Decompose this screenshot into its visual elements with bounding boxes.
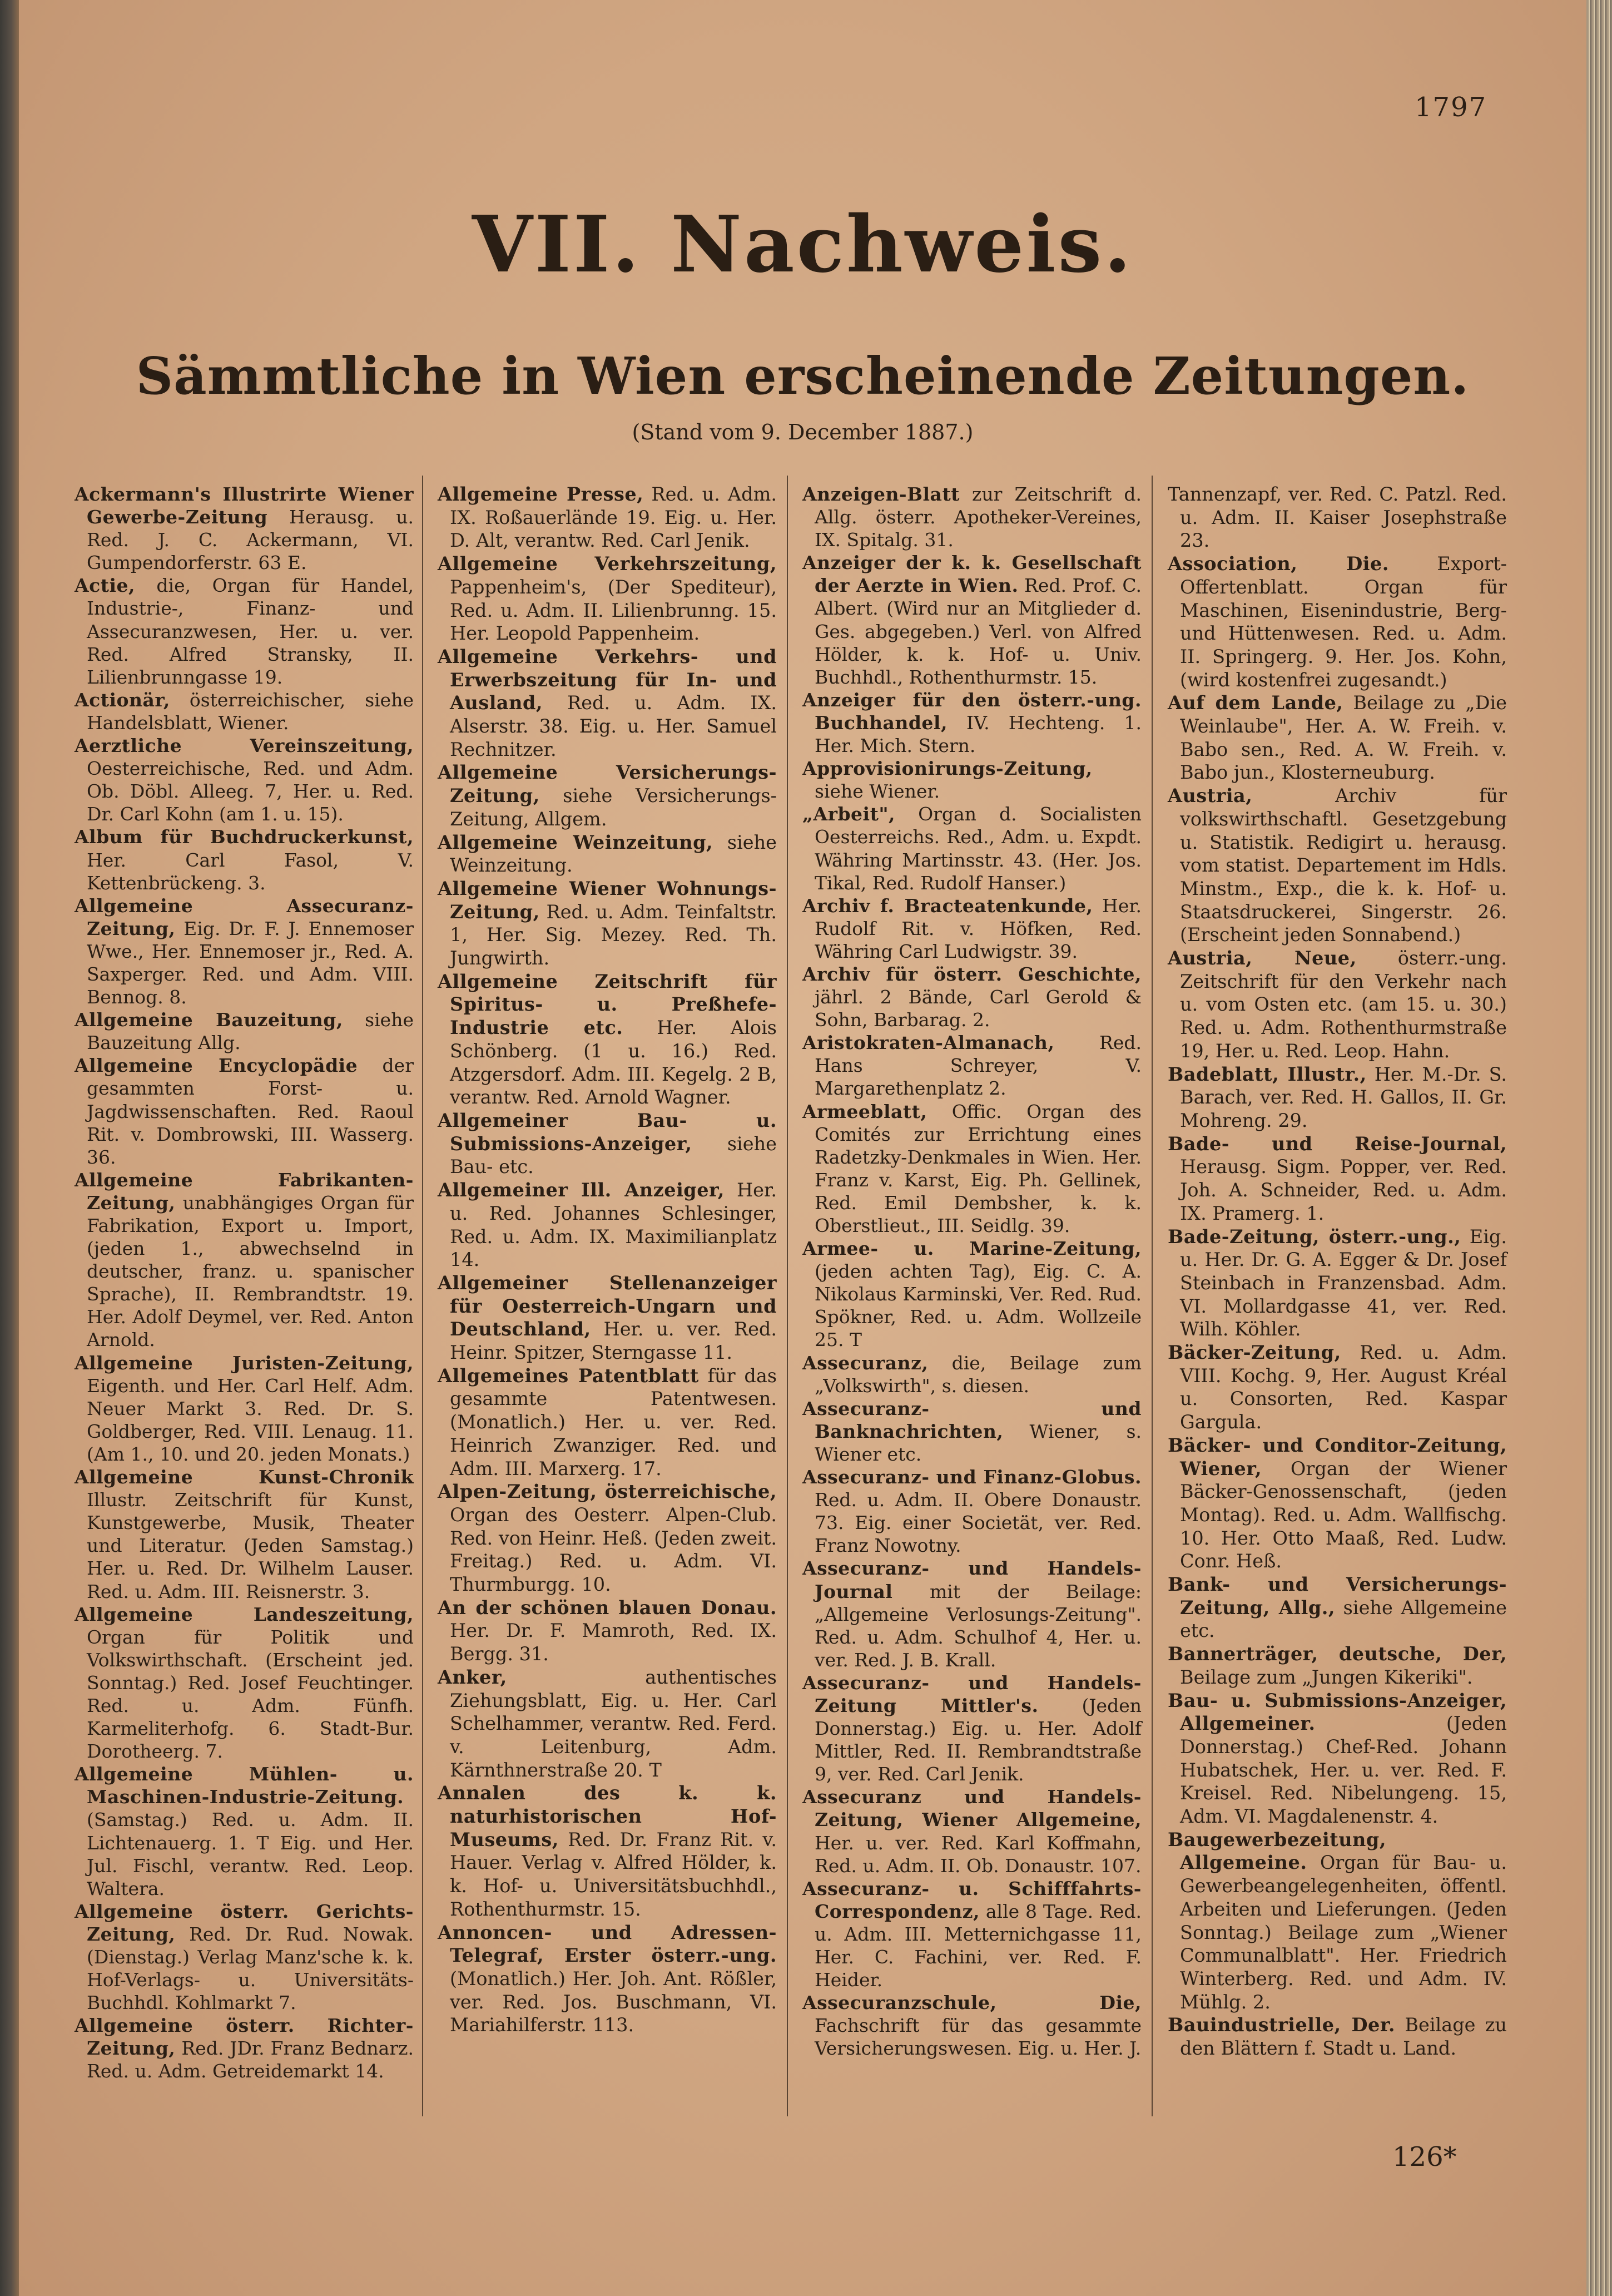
entry-details: Her. u. ver. Red. Karl Koffmahn, Red. u. Adm. II. Ob. Donaustr. 107. xyxy=(815,1832,1142,1877)
directory-entry xyxy=(75,483,414,574)
entry-details: Fachschrift für das gesammte Versicherungswesen. Eig. u. Her. J. xyxy=(815,2015,1142,2060)
entry-details: Wiener, s. Wiener etc. xyxy=(815,1420,1142,1465)
entry-details: Her. u. Red. Johannes Schlesinger, Red. u. Adm. IX. Maximilianplatz 14. xyxy=(450,1179,777,1271)
entry-title: Allgemeine Juristen-Zeitung, xyxy=(75,1352,414,1374)
entry-title: Anzeiger für den österr.-ung. Buchhandel, xyxy=(802,689,1142,734)
entry-title: Anzeiger der k. k. Gesellschaft der Aerzte in Wien. xyxy=(802,552,1142,597)
directory-entry xyxy=(802,483,1142,551)
entry-details: Red. u. Adm. Teinfaltstr. 1, Her. Sig. Mezey. Red. Th. Jungwirth. xyxy=(450,900,777,969)
entry-details: Red. u. Adm. VIII. Kochg. 9, Her. August Kréal u. Consorten, Red. Kaspar Gargula. xyxy=(1180,1342,1507,1433)
page xyxy=(19,0,1586,2296)
entry-details: mit der Beilage: „Allgemeine Verlosungs-Zeitung". Red. u. Adm. Schulhof 4, Her. u. ver. Red. J. B. Krall. xyxy=(815,1580,1142,1671)
directory-entry xyxy=(1168,1642,1507,1689)
directory-entry xyxy=(1168,947,1507,1063)
directory-entry xyxy=(1168,1132,1507,1225)
directory-entry xyxy=(1168,1828,1507,2014)
entry-details: siehe Bauzeitung Allg. xyxy=(87,1009,414,1054)
directory-entry xyxy=(75,1603,414,1763)
entry-details: Eig. u. Her. Dr. G. A. Egger & Dr. Josef Steinbach in Franzensbad. Adm. VI. Mollardgasse 41, ver. Red. Wilh. Köhler. xyxy=(1180,1225,1507,1340)
entry-details: alle 8 Tage. Red. u. Adm. III. Metternichgasse 11, Her. C. Fachini, ver. Red. F. Heider. xyxy=(815,1900,1142,1991)
entry-details: Red. Dr. Rud. Nowak. (Dienstag.) Verlag Manz'sche k. k. Hof-Verlags- u. Universitäts-Buchhdl. Kohlmarkt 7. xyxy=(87,1923,414,2014)
directory-entry xyxy=(438,552,777,645)
entry-title: Allgemeine Kunst-Chronik xyxy=(75,1466,414,1488)
entry-title: Allgemeine österr. Richter-Zeitung, xyxy=(75,2015,414,2060)
entry-details: Oesterreichische, Red. und Adm. Ob. Döbl. Alleeg. 7, Her. u. Red. Dr. Carl Kohn (am 1. u. 15). xyxy=(87,758,414,825)
directory-entry xyxy=(75,1763,414,1900)
entry-title: Bannerträger, deutsche, Der, xyxy=(1168,1643,1507,1665)
entry-details: Her. u. ver. Red. Heinr. Spitzer, Sterngasse 11. xyxy=(450,1318,777,1364)
entry-details: siehe Wiener. xyxy=(815,780,940,803)
entry-title: Allgemeine Verkehrs- und Erwerbszeitung für In- und Ausland, xyxy=(438,645,777,714)
entry-title: Archiv für österr. Geschichte, xyxy=(802,963,1142,985)
entry-title: Assecuranz- und Handels-Journal xyxy=(802,1557,1142,1602)
entry-details: die, Beilage zum „Volkswirth", s. diesen. xyxy=(815,1352,1142,1397)
entry-details: (Jeden Donnerstag.) Eig. u. Her. Adolf Mittler, Red. II. Rembrandtstraße 9, ver. Red. Carl Jenik. xyxy=(815,1694,1142,1785)
column-rule xyxy=(787,476,788,2116)
entry-title: Allgemeiner Bau- u. Submissions-Anzeiger, xyxy=(438,1109,777,1155)
entry-details: Pappenheim's, (Der Spediteur), Red. u. Adm. II. Lilienbrunng. 15. Her. Leopold Pappenheim. xyxy=(450,576,777,645)
directory-entry xyxy=(1168,1063,1507,1132)
directory-entry xyxy=(438,1782,777,1921)
entry-title: Allgemeine Weinzeitung, xyxy=(438,831,713,853)
entry-title: Bade- und Reise-Journal, xyxy=(1168,1132,1507,1155)
entry-details: für das gesammte Patentwesen. (Monatlich.) Her. u. ver. Red. Heinrich Zwanziger. Red. und Adm. III. Marxerg. 17. xyxy=(450,1364,777,1479)
directory-entry xyxy=(1168,1341,1507,1434)
directory-entry xyxy=(75,1054,414,1168)
directory-entry xyxy=(1168,552,1507,691)
entry-title: Assecuranz- und Handels-Zeitung Mittler's. xyxy=(802,1671,1142,1716)
entry-details: österreichischer, siehe Handelsblatt, Wiener. xyxy=(87,689,414,734)
directory-entry xyxy=(1168,784,1507,947)
column-4 xyxy=(1168,483,1507,2060)
directory-entry xyxy=(75,574,414,688)
entry-details: Offic. Organ des Comités zur Errichtung eines Radetzky-Denkmales in Wien. Her. Franz v. Karst, Eig. Ph. Gellinek, Red. Emil Dembsher, k. k. Oberstlieut., III. Seidlg. 39. xyxy=(815,1100,1142,1236)
entry-title: Assecuranz, xyxy=(802,1352,929,1374)
entry-details: österr.-ung. Zeitschrift für den Verkehr nach u. vom Osten etc. (am 15. u. 30.) Red. u. Adm. Rothenthurmstraße 19, Her. u. Red. Leop. Hahn. xyxy=(1180,947,1507,1062)
directory-entry xyxy=(802,1877,1142,1991)
directory-entry xyxy=(802,1397,1142,1466)
entry-title: Allgemeiner Stellenanzeiger für Oesterreich-Ungarn und Deutschland, xyxy=(438,1271,777,1340)
entry-details: Eig. Dr. F. J. Ennemoser Wwe., Her. Ennemoser jr., Red. A. Saxperger. Red. und Adm. VIII. Bennog. 8. xyxy=(87,917,414,1008)
page-number: 1797 xyxy=(1415,92,1487,123)
directory-entry xyxy=(1168,691,1507,784)
entry-details: Red. u. Adm. IX. Roßauerlände 19. Eig. u. Her. D. Alt, verantw. Red. Carl Jenik. xyxy=(450,483,777,552)
entry-title: Annoncen- und Adressen-Telegraf, Erster österr.-ung. xyxy=(438,1921,777,1967)
entry-details: (Samstag.) Red. u. Adm. II. Lichtenauerg. 1. T Eig. und Her. Jul. Fischl, verantw. Red. Leop. Waltera. xyxy=(87,1809,414,1899)
entry-details: Tannenzapf, ver. Red. C. Patzl. Red. u. Adm. II. Kaiser Josephstraße 23. xyxy=(1168,483,1507,552)
signature-mark: 126* xyxy=(1392,2141,1457,2173)
directory-entry xyxy=(802,1100,1142,1238)
entry-details: Organ für Bau- u. Gewerbeangelegenheiten, öffentl. Arbeiten und Lieferungen. (Jeden Sonntag.) Beilage zum „Wiener Communalblatt". Her. Friedrich Winterberg. Red. und Adm. IV. Mühlg. 2. xyxy=(1180,1852,1507,2013)
directory-entry xyxy=(438,1271,777,1364)
directory-entry xyxy=(802,1237,1142,1351)
entry-details: siehe Bau- etc. xyxy=(450,1132,777,1178)
directory-entry xyxy=(438,970,777,1109)
entry-details: (Monatlich.) Her. Joh. Ant. Rößler, ver. Red. Jos. Buschmann, VI. Mariahilferstr. 113. xyxy=(450,1968,777,2036)
entry-details: Beilage zu „Die Weinlaube", Her. A. W. Freih. v. Babo sen., Red. A. W. Freih. v. Babo jun., Klosterneuburg. xyxy=(1180,692,1507,784)
entry-title: Austria, xyxy=(1168,785,1253,807)
entry-details: jährl. 2 Bände, Carl Gerold & Sohn, Barbarag. 2. xyxy=(815,986,1142,1031)
entry-details: Organ der Wiener Bäcker-Genossenschaft, (jeden Montag). Red. u. Adm. Wallfischg. 10. Her. Otto Maaß, Red. Ludw. Conr. Heß. xyxy=(1180,1457,1507,1572)
entry-title: Badeblatt, Illustr., xyxy=(1168,1063,1367,1085)
entry-details: Archiv für volkswirthschaftl. Gesetzgebung u. Statistik. Redigirt u. herausg. vom statist. Departement im Hdls. Minstm., Exp., die k. k. Hof- u. Staatsdruckerei, Singerstr. 26. (Erscheint jeden Sonnabend.) xyxy=(1180,785,1507,946)
entry-details: Her. Dr. F. Mamroth, Red. IX. Bergg. 31. xyxy=(450,1620,777,1665)
directory-entry xyxy=(802,1671,1142,1785)
entry-title: „Arbeit", xyxy=(802,803,896,825)
entry-details: siehe Allgemeine etc. xyxy=(1180,1596,1507,1642)
entry-details: Red. Dr. Franz Rit. v. Hauer. Verlag v. Alfred Hölder, k. k. Hof- u. Universitätsbuchhdl., Rothenthurmstr. 15. xyxy=(450,1828,777,1920)
entry-title: Alpen-Zeitung, österreichische, xyxy=(438,1481,777,1503)
directory-entry xyxy=(802,1031,1142,1100)
date-note: (Stand vom 9. December 1887.) xyxy=(632,420,974,444)
directory-entry xyxy=(802,757,1142,803)
entry-title: Assecuranz- und Finanz-Globus. xyxy=(802,1466,1142,1488)
entry-title: Ackermann's Illustrirte Wiener Gewerbe-Zeitung xyxy=(75,483,414,528)
entry-title: Allgemeine Wiener Wohnungs-Zeitung, xyxy=(438,877,777,923)
directory-entry xyxy=(1168,1689,1507,1828)
entry-details: Her. Alois Schönberg. (1 u. 16.) Red. Atzgersdorf. Adm. III. Kegelg. 2 B, verantw. Red. Arnold Wagner. xyxy=(450,1017,777,1109)
directory-entry xyxy=(75,734,414,825)
entry-title: Bade-Zeitung, österr.-ung., xyxy=(1168,1225,1461,1248)
directory-entry xyxy=(75,1169,414,1352)
directory-entry xyxy=(75,1900,414,2014)
directory-entry xyxy=(438,1921,777,2037)
entry-title: Allgemeine Verkehrszeitung, xyxy=(438,553,777,575)
entry-details: Her. Rudolf Rit. v. Höfken, Red. Währing Carl Ludwigstr. 39. xyxy=(815,894,1142,962)
entry-title: An der schönen blauen Donau. xyxy=(438,1596,777,1619)
entry-title: Annalen des k. k. naturhistorischen Hof-Museums, xyxy=(438,1782,777,1850)
entry-details: zur Zeitschrift d. Allg. österr. Apotheker-Vereines, IX. Spitalg. 31. xyxy=(815,483,1142,551)
column-rule xyxy=(422,476,423,2116)
directory-entry xyxy=(802,803,1142,894)
entry-title: Bäcker-Zeitung, xyxy=(1168,1342,1341,1364)
entry-title: Allgemeine österr. Gerichts-Zeitung, xyxy=(75,1900,414,1945)
entry-title: Assecuranz- u. Schifffahrts-Correspondenz, xyxy=(802,1877,1142,1922)
page-title: VII. Nachweis. xyxy=(472,199,1134,290)
entry-title: Allgemeine Assecuranz-Zeitung, xyxy=(75,894,414,939)
entry-details: Red. u. Adm. II. Obere Donaustr. 73. Eig. einer Societät, ver. Red. Franz Nowotny. xyxy=(815,1489,1142,1557)
directory-entry xyxy=(75,1352,414,1466)
column-2 xyxy=(438,483,777,2037)
entry-title: Assecuranz- und Banknachrichten, xyxy=(802,1397,1142,1442)
entry-details: Organ d. Socialisten Oesterreichs. Red., Adm. u. Expdt. Währing Martinsstr. 43. (Her. Jos. Tikal, Red. Rudolf Hanser.) xyxy=(815,803,1142,894)
entry-title: Allgemeine Landeszeitung, xyxy=(75,1603,414,1625)
entry-title: Anker, xyxy=(438,1666,507,1688)
entry-details: IV. Hechteng. 1. Her. Mich. Stern. xyxy=(815,711,1142,757)
entry-details: Her. M.-Dr. S. Barach, ver. Red. H. Gallos, II. Gr. Mohreng. 29. xyxy=(1180,1063,1507,1131)
entry-title: Approvisionirungs-Zeitung, xyxy=(802,758,1093,780)
entry-details: die, Organ für Handel, Industrie-, Finanz- und Assecuranzwesen, Her. u. ver. Red. Alfred Stransky, II. Lilienbrunngasse 19. xyxy=(87,575,414,688)
directory-entry xyxy=(802,551,1142,689)
directory-entry xyxy=(75,2014,414,2082)
entry-title: Actionär, xyxy=(75,689,170,711)
entry-title: Allgemeine Bauzeitung, xyxy=(75,1009,343,1031)
directory-entry xyxy=(438,1179,777,1271)
entry-details: siehe Weinzeitung. xyxy=(450,831,777,877)
directory-entry xyxy=(75,1008,414,1054)
directory-entry xyxy=(75,1466,414,1603)
entry-details: Herausg. Sigm. Popper, ver. Red. Joh. A. Schneider, Red. u. Adm. IX. Pramerg. 1. xyxy=(1180,1156,1507,1224)
entry-title: Armee- u. Marine-Zeitung, xyxy=(802,1238,1142,1260)
directory-entry xyxy=(438,1480,777,1596)
entry-details: Organ für Politik und Volkswirthschaft. (Erscheint jed. Sonntag.) Red. Josef Feuchtinger. Red. u. Adm. Fünfh. Karmeliterhofg. 6. Stadt-Bur. Dorotheerg. 7. xyxy=(87,1626,414,1763)
directory-entry xyxy=(438,1666,777,1782)
entry-details: Red. Prof. C. Albert. (Wird nur an Mitglieder d. Ges. abgegeben.) Verl. von Alfred Hölder, k. k. Hof- u. Univ. Buchhdl., Rothenthurmstr. 15. xyxy=(815,575,1142,688)
entry-title: Baugewerbezeitung, Allgemeine. xyxy=(1168,1828,1386,1874)
entry-details: (jeden achten Tag), Eig. C. A. Nikolaus Karminski, Ver. Red. Rud. Spökner, Red. u. Adm. Wollzeile 25. T xyxy=(815,1260,1142,1351)
entry-title: Auf dem Lande, xyxy=(1168,692,1343,714)
entry-title: Album für Buchdruckerkunst, xyxy=(75,826,414,848)
page-subtitle: Sämmtliche in Wien erscheinende Zeitungen. xyxy=(136,346,1470,406)
entry-details: Beilage zum „Jungen Kikeriki". xyxy=(1180,1666,1473,1688)
entry-title: Archiv f. Bracteatenkunde, xyxy=(802,894,1093,917)
entry-details: Beilage zu den Blättern f. Stadt u. Land. xyxy=(1180,2014,1507,2060)
directory-entry xyxy=(438,1596,777,1666)
entry-details: Red. u. Adm. IX. Alserstr. 38. Eig. u. Her. Samuel Rechnitzer. xyxy=(450,692,777,760)
entry-details: unabhängiges Organ für Fabrikation, Export u. Import, (jeden 1., abwechselnd in deutscher, franz. u. spanischer Sprache), II. Rembrandtstr. 19. Her. Adolf Deymel, ver. Red. Anton Arnold. xyxy=(87,1191,414,1351)
directory-entry xyxy=(438,483,777,552)
entry-title: Allgemeine Zeitschrift für Spiritus- u. Preßhefe-Industrie etc. xyxy=(438,970,777,1039)
entry-title: Allgemeine Fabrikanten-Zeitung, xyxy=(75,1169,414,1214)
entry-title: Assecuranz und Handels-Zeitung, Wiener Allgemeine, xyxy=(802,1786,1142,1831)
entry-title: Allgemeine Encyclopädie xyxy=(75,1055,358,1077)
entry-details: Herausg. u. Red. J. C. Ackermann, VI. Gumpendorferstr. 63 E. xyxy=(87,506,414,574)
entry-details: Eigenth. und Her. Carl Helf. Adm. Neuer Markt 3. Red. Dr. S. Goldberger, Red. VIII. Lenaug. 11. (Am 1., 10. und 20. jeden Monats.) xyxy=(87,1374,414,1465)
entry-title: Bauindustrielle, Der. xyxy=(1168,2014,1396,2036)
column-1 xyxy=(75,483,414,2083)
entry-title: Actie, xyxy=(75,575,135,597)
directory-entry xyxy=(802,1557,1142,1671)
directory-entry xyxy=(75,689,414,734)
entry-details: Export-Offertenblatt. Organ für Maschinen, Eisenindustrie, Berg- und Hüttenwesen. Red. u. Adm. II. Springerg. 9. Her. Jos. Kohn, (wird kostenfrei zugesandt.) xyxy=(1180,553,1507,691)
entry-details: der gesammten Forst- u. Jagdwissenschaften. Red. Raoul Rit. v. Dombrowski, III. Wasserg. 36. xyxy=(87,1055,414,1168)
directory-entry xyxy=(802,1352,1142,1397)
entry-title: Armeeblatt, xyxy=(802,1100,927,1122)
entry-details: Her. Carl Fasol, V. Kettenbrückeng. 3. xyxy=(87,849,414,894)
directory-entry xyxy=(1168,483,1507,552)
entry-title: Allgemeine Mühlen- u. Maschinen-Industrie-Zeitung. xyxy=(75,1763,414,1808)
page-edges xyxy=(1586,0,1612,2296)
directory-entry xyxy=(438,1364,777,1481)
entry-details: (Jeden Donnerstag.) Chef-Red. Johann Hubatschek, Her. u. ver. Red. F. Kreisel. Red. Nibelungeng. 15, Adm. VI. Magdalenenstr. 4. xyxy=(1180,1713,1507,1828)
entry-title: Bäcker- und Conditor-Zeitung, Wiener, xyxy=(1168,1434,1507,1479)
entry-details: Organ des Oesterr. Alpen-Club. Red. von Heinr. Heß. (Jeden zweit. Freitag.) Red. u. Adm. VI. Thurmburgg. 10. xyxy=(450,1503,777,1596)
entry-title: Aristokraten-Almanach, xyxy=(802,1032,1055,1054)
entry-details: authentisches Ziehungsblatt, Eig. u. Her. Carl Schelhammer, verantw. Red. Ferd. v. Leitenburg, Adm. Kärnthnerstraße 20. T xyxy=(450,1666,777,1781)
directory-entry xyxy=(802,1466,1142,1557)
directory-entry xyxy=(802,1785,1142,1877)
directory-entry xyxy=(438,1109,777,1179)
entry-title: Bank- und Versicherungs-Zeitung, Allg., xyxy=(1168,1573,1507,1619)
directory-entry xyxy=(802,963,1142,1031)
entry-details: siehe Versicherungs-Zeitung, Allgem. xyxy=(450,785,777,830)
entry-title: Austria, Neue, xyxy=(1168,947,1357,969)
directory-entry xyxy=(1168,1434,1507,1573)
directory-entry xyxy=(75,825,414,894)
directory-entry xyxy=(802,1991,1142,2060)
directory-entry xyxy=(438,761,777,830)
directory-entry xyxy=(438,831,777,877)
entry-title: Allgemeine Versicherungs-Zeitung, xyxy=(438,761,777,807)
entry-title: Association, Die. xyxy=(1168,553,1389,575)
entry-details: Illustr. Zeitschrift für Kunst, Kunstgewerbe, Musik, Theater und Literatur. (Jeden Samstag.) Her. u. Red. Dr. Wilhelm Lauser. Red. u. Adm. III. Reisnerstr. 3. xyxy=(87,1489,414,1602)
directory-entry xyxy=(1168,1573,1507,1642)
directory-entry xyxy=(1168,2013,1507,2060)
entry-title: Allgemeiner Ill. Anzeiger, xyxy=(438,1179,725,1201)
directory-entry xyxy=(438,877,777,970)
column-rule xyxy=(1152,476,1153,2116)
directory-entry xyxy=(802,894,1142,963)
entry-title: Allgemeines Patentblatt xyxy=(438,1364,699,1387)
entry-title: Allgemeine Presse, xyxy=(438,483,644,505)
entry-details: Red. JDr. Franz Bednarz. Red. u. Adm. Getreidemarkt 14. xyxy=(87,2037,414,2082)
column-3 xyxy=(802,483,1142,2060)
entry-title: Bau- u. Submissions-Anzeiger, Allgemeiner. xyxy=(1168,1689,1507,1735)
entry-details: Red. Hans Schreyer, V. Margarethenplatz 2. xyxy=(815,1032,1142,1100)
directory-entry xyxy=(438,645,777,761)
entry-title: Assecuranzschule, Die, xyxy=(802,1992,1142,2014)
directory-entry xyxy=(75,894,414,1008)
directory-entry xyxy=(1168,1225,1507,1342)
entry-title: Anzeigen-Blatt xyxy=(802,483,960,505)
entry-title: Aerztliche Vereinszeitung, xyxy=(75,735,414,757)
directory-entry xyxy=(802,689,1142,757)
book-spine xyxy=(0,0,19,2296)
